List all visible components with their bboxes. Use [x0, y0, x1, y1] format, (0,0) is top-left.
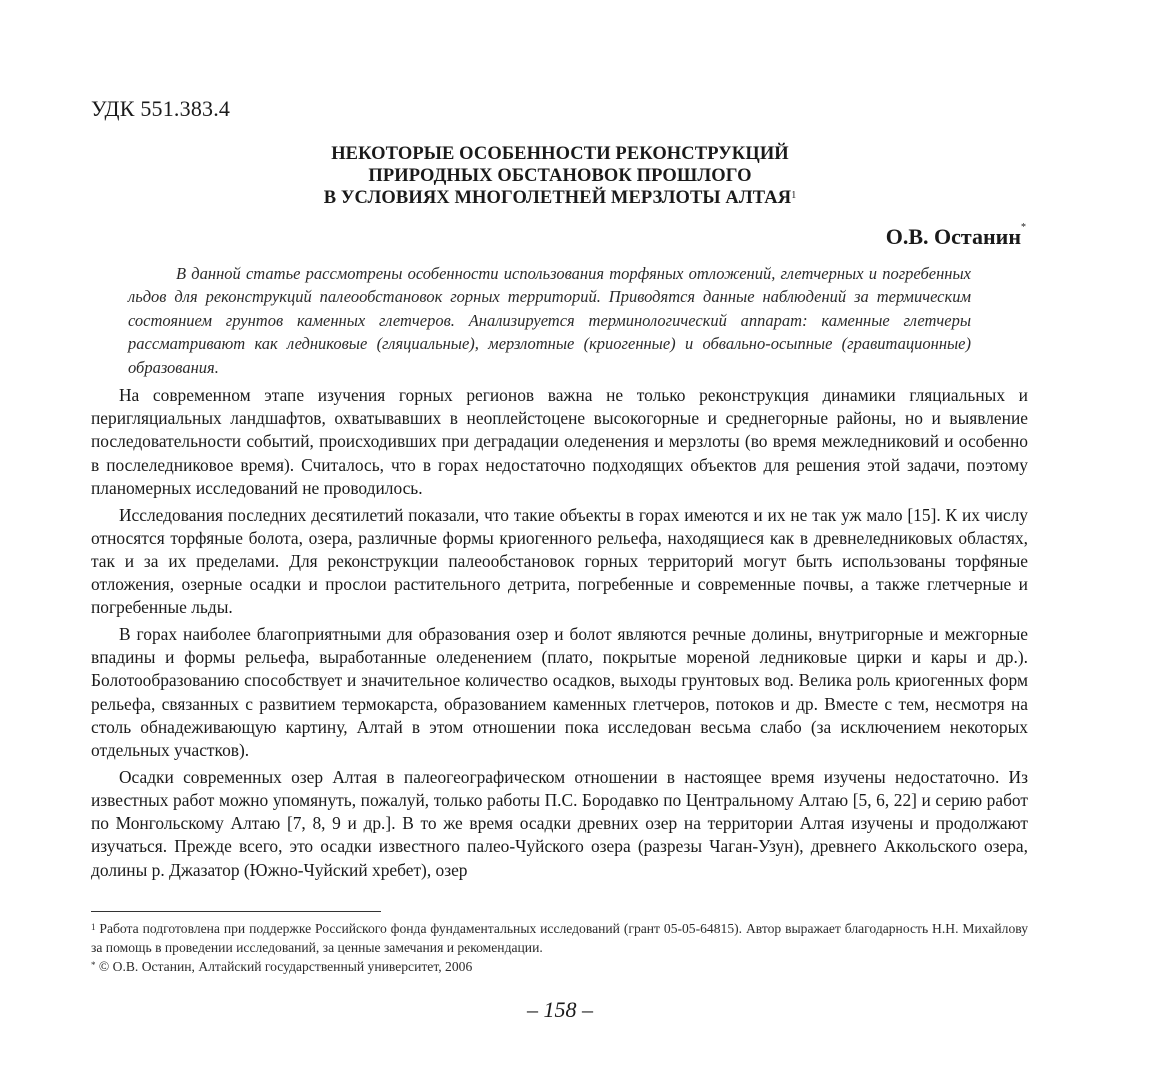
title-line-3: В УСЛОВИЯХ МНОГОЛЕТНЕЙ МЕРЗЛОТЫ АЛТАЯ$^1$: [323, 188, 797, 208]
title-footnote-mark: 1: [791, 190, 797, 201]
title-line-1: НЕКОТОРЫЕ ОСОБЕННОСТИ РЕКОНСТРУКЦИЙ: [331, 144, 789, 164]
title-line-2: ПРИРОДНЫХ ОБСТАНОВОК ПРОШЛОГО: [368, 166, 752, 186]
author-mark: *: [1021, 222, 1026, 233]
footnote-1: $^1$ Работа подготовлена при поддержке Российского фонда фундаментальных исследований (грант 05-05-64815). Автор выражает благодарность Н.Н. Михайлову за помощь в проведении исследований, за ценные замечания и рекомендации.: [91, 921, 1028, 955]
article-body: [91, 384, 1028, 885]
article-title: [160, 143, 960, 209]
footnote-divider: [91, 911, 381, 912]
footnotes: [91, 919, 1028, 976]
paragraph-2: Исследования последних десятилетий показали, что такие объекты в горах имеются и их не так уж мало [15]. К их числу относятся торфяные болота, озера, различные формы криогенного рельефа, находящиеся как в древнеледниковых областях, так и за их пределами. Для реконструкции палеообстановок горных территорий могут быть использованы торфяные отложения, озерные осадки и прослои растительного детрита, погребенные и современные почвы, а также глетчерные и погребенные льды.: [91, 504, 1028, 618]
paragraph-4: Осадки современных озер Алтая в палеогеографическом отношении в настоящее время изучены недостаточно. Из известных работ можно упомянуть, пожалуй, только работы П.С. Бородавко по Центральному Алтаю [5, 6, 22] и серию работ по Монгольскому Алтаю [7, 8, 9 и др.]. В то же время осадки древних озер на территории Алтая изучены и продолжают изучаться. Прежде всего, это осадки известного палео-Чуйского озера (разрезы Чаган-Узун), древнего Аккольского озера, долины р. Джазатор (Южно-Чуйский хребет), озер: [91, 766, 1028, 880]
abstract: В данной статье рассмотрены особенности использования торфяных отложений, глетчерных и погребенных льдов для реконструкций палеообстановок горных территорий. Приводятся данные наблюдений за термическим состоянием грунтов каменных глетчеров. Анализируется терминологический аппарат: каменные глетчеры рассматривают как ледниковые (гляциальные), мерзлотные (криогенные) и обвально-осыпные (гравитационные) образования.: [128, 264, 971, 377]
udk-code: УДК 551.383.4: [91, 96, 231, 121]
paragraph-3: В горах наиболее благоприятными для образования озер и болот являются речные долины, внутригорные и межгорные впадины и формы рельефа, выработанные оледенением (плато, покрытые мореной ледниковые цирки и кары и др.). Болотообразованию способствует и значительное количество осадков, выходы грунтовых вод. Велика роль криогенных форм рельефа, связанных с развитием термокарста, образованием каменных глетчеров, потоков и др. Вместе с тем, несмотря на столь обнадеживающую картину, Алтай в этом отношении пока исследован весьма слабо (за исключением некоторых отдельных участков).: [91, 624, 1028, 761]
author-name: О.В. Останин*: [885, 222, 1026, 249]
footnote-2: * © О.В. Останин, Алтайский государственный университет, 2006: [91, 959, 473, 974]
paragraph-1: На современном этапе изучения горных регионов важна не только реконструкция динамики гляциальных и перигляциальных ландшафтов, охватывавших в неоплейстоцене высокогорные и среднегорные районы, но и выявление последовательности событий, происходивших при деградации оледенения и мерзлоты (во время межледниковий и особенно в послеледниковое время). Считалось, что в горах недостаточно подходящих объектов для решения этой задачи, поэтому планомерных исследований не проводилось.: [91, 385, 1028, 498]
page-number: – 158 –: [527, 997, 593, 1022]
